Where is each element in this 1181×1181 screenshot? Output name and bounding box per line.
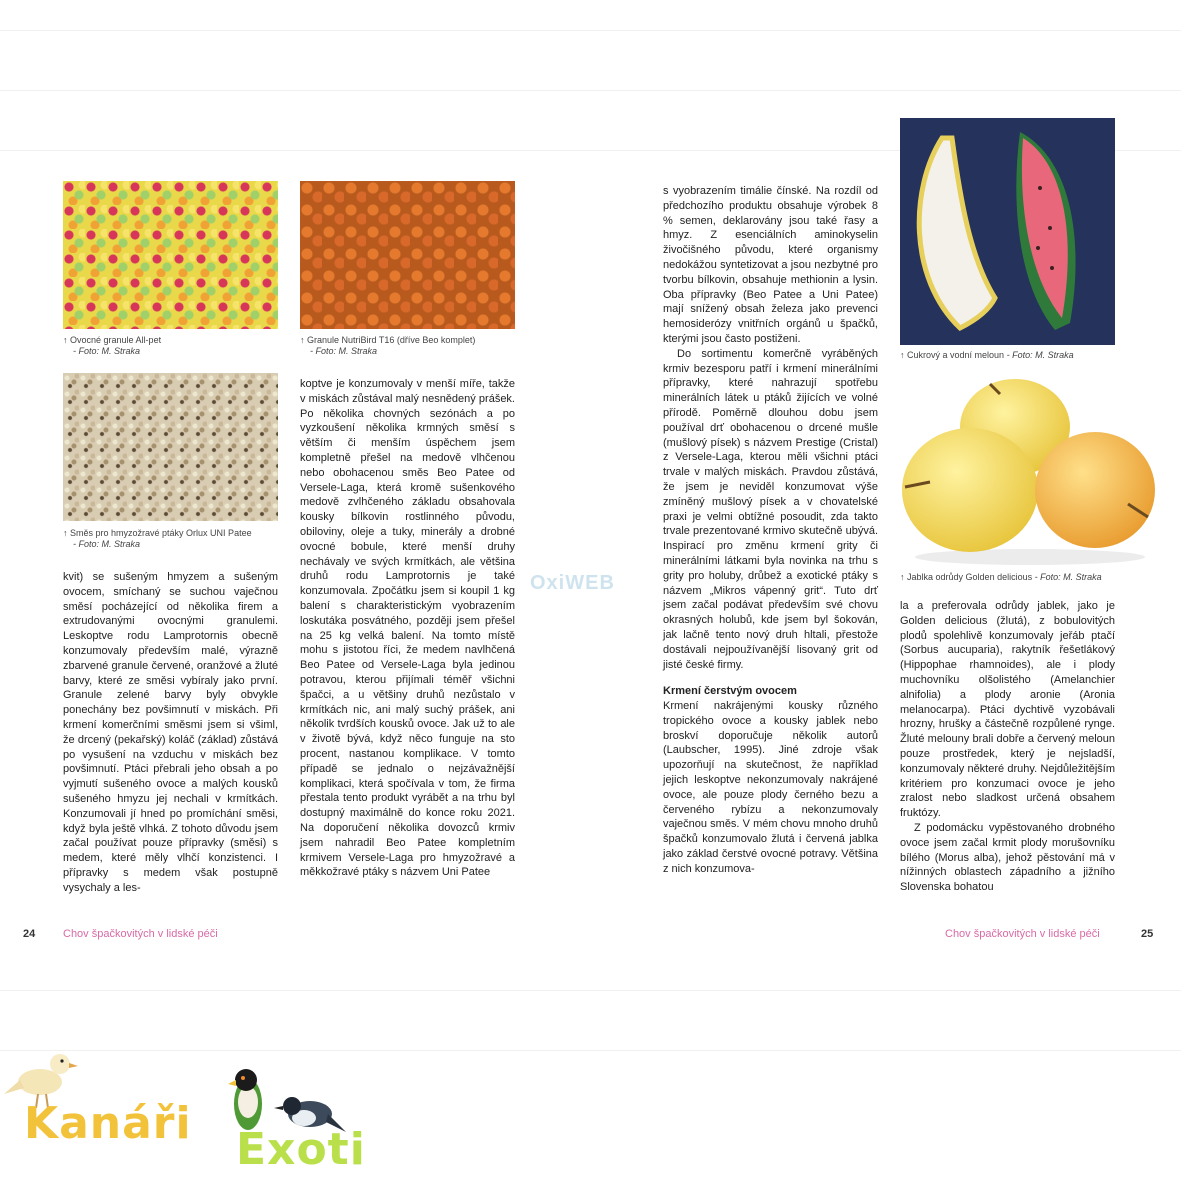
kanari-logo[interactable] xyxy=(0,1040,200,1150)
caption-text: Jablka odrůdy Golden delicious xyxy=(907,572,1033,582)
photo-nutribird-granules xyxy=(300,181,515,329)
paragraph: Z podomácku vypěstovaného drobného ovoce jsem začal krmit plody morušovníku bílého (Morus alba), jehož pěstování má v nížinných oblastech západního a jižního Slovenska bohatou xyxy=(900,821,1115,894)
caption-photo-1 xyxy=(63,335,161,357)
photo-credit: - Foto: M. Straka xyxy=(1034,572,1102,582)
arrow-up-icon: ↑ xyxy=(900,572,905,582)
paragraph: la a preferovala odrůdy jablek, jako je Golden delicious (žlutá), z bobulovitých plodů spolehlivě konzumovaly jeřáb ptačí (Sorbus aucuparia), rakytník řešetlákový (Hippophae rhamnoides), ale i plody muchovníku olšolistého (Amelanchier alnifolia) a plody aronie (Aronia melanocarpa). Ptáci dychtivě vyzobávali hrozny, hrušky a částečně rozpůlené rynge. Žluté melouny brali dobře a červený meloun pouze prostředek, který je nejsladší, konzumovaly některé druhy. Nejdůležitějším kritériem pro konzumaci ovoce je jeho zralost nebo sladkost určená obsahem fruktózy. xyxy=(900,600,1115,820)
caption-text: Cukrový a vodní meloun xyxy=(907,350,1005,360)
kanari-logo-text: Kanáři xyxy=(24,1098,192,1149)
caption-photo-5 xyxy=(900,572,1102,583)
photo-melons xyxy=(900,118,1115,345)
arrow-up-icon: ↑ xyxy=(63,335,68,345)
paragraph: Krmení nakrájenými kousky různého tropického ovoce a kousky jablek nebo broskví doporučuje několik autorů (Laubscher, 1995). Jiné zdroje však upozorňují na skutečnost, že například jejich leskoptve nekonzumovaly nakrájené ovoce, ale pouze plody černého bezu a červeného rybízu a nekonzumovaly vaječnou směs. V mém chovu mnoho druhů špačků konzumovalo žlutá i červená jablka jako základ čerstvé ovocné potravy. Většina z nich konzumova- xyxy=(663,700,878,875)
page-number-left: 24 xyxy=(23,928,36,940)
caption-photo-3 xyxy=(63,528,252,550)
photo-credit: - Foto: M. Straka xyxy=(73,539,141,549)
caption-photo-4 xyxy=(900,350,1074,361)
photo-credit: - Foto: M. Straka xyxy=(310,346,378,356)
page-number-right: 25 xyxy=(1141,928,1154,940)
melon-illustration xyxy=(900,118,1115,345)
photo-fruit-granules xyxy=(63,181,278,329)
caption-text: Směs pro hmyzožravé ptáky Orlux UNI Patee xyxy=(70,528,252,538)
section-heading: Krmení čerstvým ovocem xyxy=(663,685,797,698)
apples-illustration xyxy=(900,372,1160,567)
caption-text: Granule NutriBird T16 (dříve Beo komplet) xyxy=(307,335,476,345)
arrow-up-icon: ↑ xyxy=(63,528,68,538)
exoti-logo-text: Exoti xyxy=(236,1124,366,1175)
paragraph: s vyobrazením timálie čínské. Na rozdíl od předchozího produktu obsahuje výrobek 8 % semen, deklarovány jsou také řasy a hmyz. Z esenciálních aminokyselin živočišného původu, které organismy nedokážou syntetizovat a jsou nezbytné pro tvorbu bílkovin, obsahuje methionin a lysin. Oba přípravky (Beo Patee a Uni Patee) mají snížený obsah železa jako prevenci hemosiderózy vnitřních orgánů u špačků, kterými jsou často postiženi. xyxy=(663,185,878,345)
caption-text: Ovocné granule All-pet xyxy=(70,335,162,345)
rule xyxy=(0,990,1181,991)
exoti-logo[interactable] xyxy=(220,1062,390,1177)
text-column-4 xyxy=(900,599,1115,895)
running-head-right: Chov špačkovitých v lidské péči xyxy=(945,928,1100,940)
rule xyxy=(0,30,1181,31)
text-column-3 xyxy=(663,184,878,877)
photo-credit: - Foto: M. Straka xyxy=(1006,350,1074,360)
rule xyxy=(0,90,1181,91)
text-column-1 xyxy=(63,570,278,896)
photo-insect-mix xyxy=(63,373,278,521)
photo-credit: - Foto: M. Straka xyxy=(73,346,141,356)
arrow-up-icon: ↑ xyxy=(900,350,905,360)
caption-photo-2 xyxy=(300,335,475,357)
text-column-2 xyxy=(300,377,515,880)
paragraph: koptve je konzumovaly v menší míře, takže v miskách zůstával malý nesnědený prášek. Po několika chovných sezónách a po vyzkoušení několika krmných směsí s větším či menším úspěchem jsem kompletně přešel na medově vlhčenou nebo obohacenou směs Beo Patee od Versele-Laga, která kromě sušenkového medově zvlhčeného základu obsahovala kousky bílkovin rostlinného původu, obiloviny, oleje a tuky, minerály a drobné ovocné bobule, které menší druhy nechávaly ve svých krmítkách, ale většina druhů rodu Lamprotornis je také konzumovala. Zpočátku jsem si koupil 1 kg balení s charakteristickým vyobrazením loskutáka posvátného, později jsem přešel na 25 kg velká balení. Na tomto místě mohu s jistotou říci, že medem navlhčená Beo Patee od Versele-Laga byla jedinou potravou, kterou přijímali téměř všichni špačci, a u většiny druhů nezůstalo v krmítkách nic, ani malý suchý prášek, ani několik tvrdších kousků ovoce. Jak už to ale v životě bývá, když něco funguje na sto procent, nastanou komplikace. V tomto případě se jednalo o nejzávažnější komplikaci, která spočívala v tom, že firma přestala tento produkt vyrábět a na trhu byl dostupný maximálně do konce roku 2021. Na doporučení několika dovozců krmiv jsem nahradil Beo Patee kompletním krmivem Versele-Laga pro hmyzožravé a měkkožravé ptáky s názvem Uni Patee xyxy=(300,378,515,879)
arrow-up-icon: ↑ xyxy=(300,335,305,345)
paragraph: kvit) se sušeným hmyzem a sušeným ovocem, smíchaný se suchou vaječnou směsí pocházející od několika firem a extrudovanými ovocnými granulemi. Leskoptve rodu Lamprotornis obecně konzumovaly především malé, výrazně zbarvené granule červené, oranžové a žluté barvy, které ze směsi vybíraly jako první. Granule zelené barvy byly obvykle ponechány bez povšimnutí v miskách. Při krmení komerčními směsmi jsem si všiml, že drcený (pekařský) koláč (základ) zůstává po vysušení na vzduchu v miskách bez povšimnutí. Ptáci přebrali jeho obsah a po vyjmutí sušeného ovoce a malých kousků sušeného hmyzu jej nechali v krmítkách. Konzumovali jí hned po promíchání směsi, když byla ještě vlhká. Z tohoto důvodu jsem začal používat pouze přípravky (směsi) s medem, které měly vlhčí konzistenci. I přípravky s medem však postupně vysychaly a les- xyxy=(63,571,278,894)
photo-apples xyxy=(900,372,1160,567)
paragraph: Do sortimentu komerčně vyráběných krmiv bezesporu patří i krmení minerálními přípravky, které nahrazují spotřebu minerálních látek u ptáků žijících ve volné přírodě. Poměrně dlouhou dobu jsem používal drť obohacenou o drcené mušle (mušlový písek) s názvem Prestige (Cristal) z Versele-Laga, kterou měli všichni ptáci trvale v malých miskách. Pravdou zůstává, že jsem je neviděl konzumovat výše zmíněný mušlový písek a v chovatelské praxi je velmi obtížné posoudit, zda takto trvale prezentované krmivo skutečně ubývá. Inspirací pro změnu krmení grity či minerálními látkami byla novinka na trhu s grity pro holuby, drůbež a exotické ptáky s názvem „Mikros vápenný grit“. Tuto drť jsem začal podávat především své chovu okrasných holubů, kde jsem byl šokován, jak lačně tento nový druh hltali, přestože dostávali nejpoužívanější lisovaný grit od jisté české firmy. xyxy=(663,347,878,671)
watermark: OxiWEB xyxy=(530,572,615,594)
running-head-left: Chov špačkovitých v lidské péči xyxy=(63,928,218,940)
